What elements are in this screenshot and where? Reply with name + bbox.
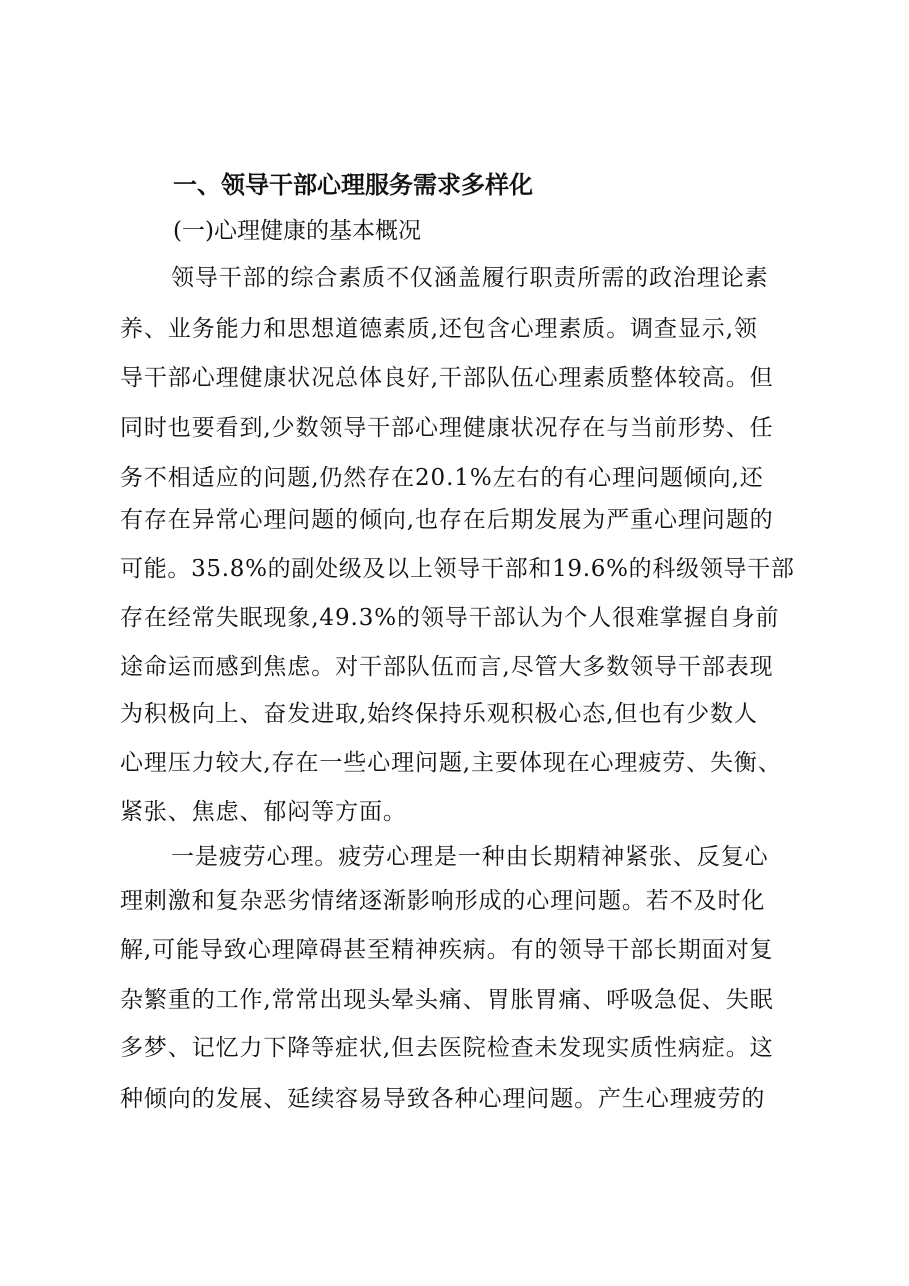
paragraph-line: 途命运而感到焦虑。对干部队伍而言,尽管大多数领导干部表现 bbox=[120, 654, 774, 680]
paragraph-line: 导干部心理健康状况总体良好,干部队伍心理素质整体较高。但 bbox=[120, 365, 774, 391]
paragraph-line: 一是疲劳心理。疲劳心理是一种由长期精神紧张、反复心 bbox=[171, 844, 769, 870]
subsection-heading: (一)心理健康的基本概况 bbox=[173, 218, 421, 244]
paragraph-line: 为积极向上、奋发进取,始终保持乐观积极心态,但也有少数人 bbox=[120, 701, 758, 727]
paragraph-line: 存在经常失眠现象,49.3%的领导干部认为个人很难掌握自身前 bbox=[120, 605, 780, 631]
paragraph-line: 有存在异常心理问题的倾向,也存在后期发展为严重心理问题的 bbox=[120, 507, 774, 533]
paragraph-line: 领导干部的综合素质不仅涵盖履行职责所需的政治理论素 bbox=[171, 265, 769, 291]
section-heading: 一、领导干部心理服务需求多样化 bbox=[173, 171, 533, 199]
paragraph-line: 养、业务能力和思想道德素质,还包含心理素质。调查显示,领 bbox=[120, 316, 758, 342]
paragraph-line: 可能。35.8%的副处级及以上领导干部和19.6%的科级领导干部 bbox=[120, 556, 795, 582]
paragraph-line: 同时也要看到,少数领导干部心理健康状况存在与当前形势、任 bbox=[120, 415, 774, 441]
paragraph-line: 心理压力较大,存在一些心理问题,主要体现在心理疲劳、失衡、 bbox=[120, 750, 782, 776]
paragraph-line: 解,可能导致心理障碍甚至精神疾病。有的领导干部长期面对复 bbox=[120, 937, 774, 963]
paragraph-line: 紧张、焦虑、郁闷等方面。 bbox=[120, 799, 407, 825]
paragraph-line: 多梦、记忆力下降等症状,但去医院检查未发现实质性病症。这 bbox=[120, 1035, 774, 1061]
paragraph-line: 务不相适应的问题,仍然存在20.1%左右的有心理问题倾向,还 bbox=[120, 465, 764, 491]
paragraph-line: 理刺激和复杂恶劣情绪逐渐影响形成的心理问题。若不及时化 bbox=[120, 888, 766, 914]
paragraph-line: 杂繁重的工作,常常出现头晕头痛、胃胀胃痛、呼吸急促、失眠 bbox=[120, 987, 774, 1013]
paragraph-line: 种倾向的发展、延续容易导致各种心理问题。产生心理疲劳的 bbox=[120, 1086, 766, 1112]
